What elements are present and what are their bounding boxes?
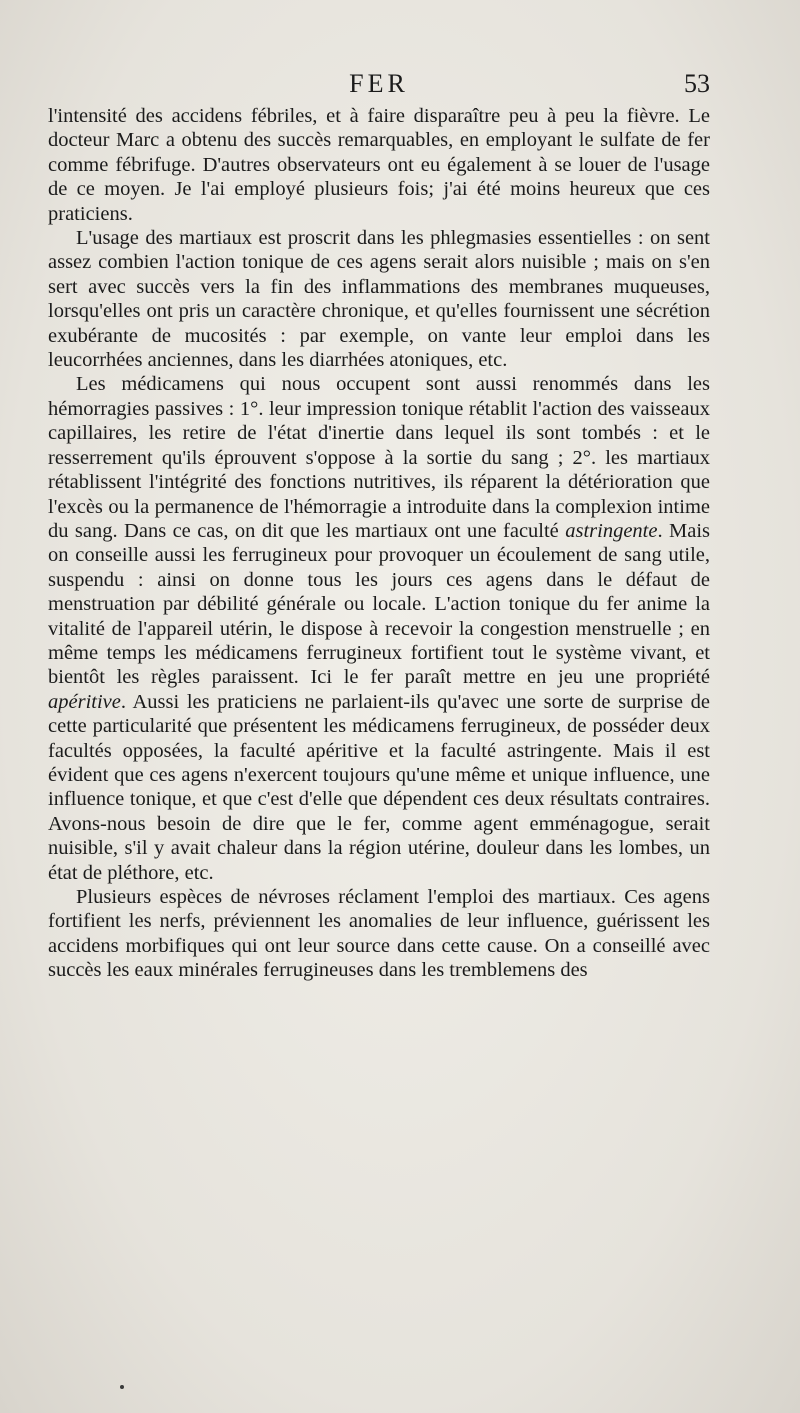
page-number: 53 — [684, 69, 710, 98]
paragraph-1: l'intensité des accidens fébriles, et à faire disparaître peu à peu la fièvre. Le docteur Marc a obtenu des succès remarquables, en employant le sulfate de fer comme fébrifuge. D'autres observateurs ont eu également à se louer de l'usage de ce moyen. Je l'ai employé plusieurs fois; j'ai été moins heureux que ces praticiens. — [48, 105, 710, 225]
paragraph-2: L'usage des martiaux est proscrit dans les phlegmasies essentielles : on sent assez combien l'action tonique de ces agens serait alors nuisible ; mais on s'en sert avec succès vers la fin des inflammations des membranes muqueuses, lorsqu'elles ont pris un caractère chronique, et qu'elles fournissent une sécrétion exubérante de mucosités : par exemple, on vante leur emploi dans les leucorrhées anciennes, dans les diarrhées atoniques, etc. — [48, 227, 710, 372]
term-astringente: astringente — [565, 519, 658, 542]
running-head-title: FER — [349, 69, 409, 98]
term-aperitive: apéritive — [48, 690, 121, 713]
paragraph-3-part-3: . Aussi les praticiens ne parlaient-ils qu'avec une sorte de surprise de cette particularité que présentent les médicamens ferrugineux, de posséder deux facultés opposées, la faculté apéritive et la faculté astringente. Mais il est évident que ces agens n'exercent toujours qu'une même et unique influence, une influence tonique, et que c'est d'elle que dépendent ces deux résultats contraires. Avons-nous besoin de dire que le fer, comme agent emménagogue, serait nuisible, s'il y avait chaleur dans la région utérine, douleur dans les lombes, un état de pléthore, etc. — [48, 690, 710, 884]
paragraph-4: Plusieurs espèces de névroses réclament l'emploi des martiaux. Ces agens fortifient les nerfs, préviennent les anomalies de leur influence, guérissent les accidens morbifiques qui ont leur source dans cette cause. On a conseillé avec succès les eaux minérales ferrugineuses dans les tremblemens des — [48, 886, 710, 982]
body-text — [48, 104, 710, 983]
paragraph-3-part-1: Les médicamens qui nous occupent sont aussi renommés dans les hémorragies passives : 1°. leur impression tonique rétablit l'action des vaisseaux capillaires, les retire de l'état d'inertie dans lequel ils sont tombés : et le resserrement qu'ils éprouvent s'oppose à la sortie du sang ; 2°. les martiaux rétablissent l'intégrité des fonctions nutritives, ils réparent la détérioration que l'excès ou la permanence de l'hémorragie a introduite dans la complexion intime du sang. Dans ce cas, on dit que les martiaux ont une faculté — [48, 373, 710, 542]
running-head — [48, 66, 710, 102]
ink-speck — [120, 1385, 124, 1389]
paragraph-3-part-2: . Mais on conseille aussi les ferrugineux pour provoquer un écoulement de sang utile, suspendu : ainsi on donne tous les jours ces agens dans le défaut de menstruation par débilité générale ou locale. L'action tonique du fer anime la vitalité de l'appareil utérin, le dispose à recevoir la congestion menstruelle ; en même temps les médicamens ferrugineux fortifient tout le système vivant, et bientôt les règles paraissent. Ici le fer paraît mettre en jeu une propriété — [48, 519, 711, 689]
paragraph-3 — [48, 372, 710, 885]
